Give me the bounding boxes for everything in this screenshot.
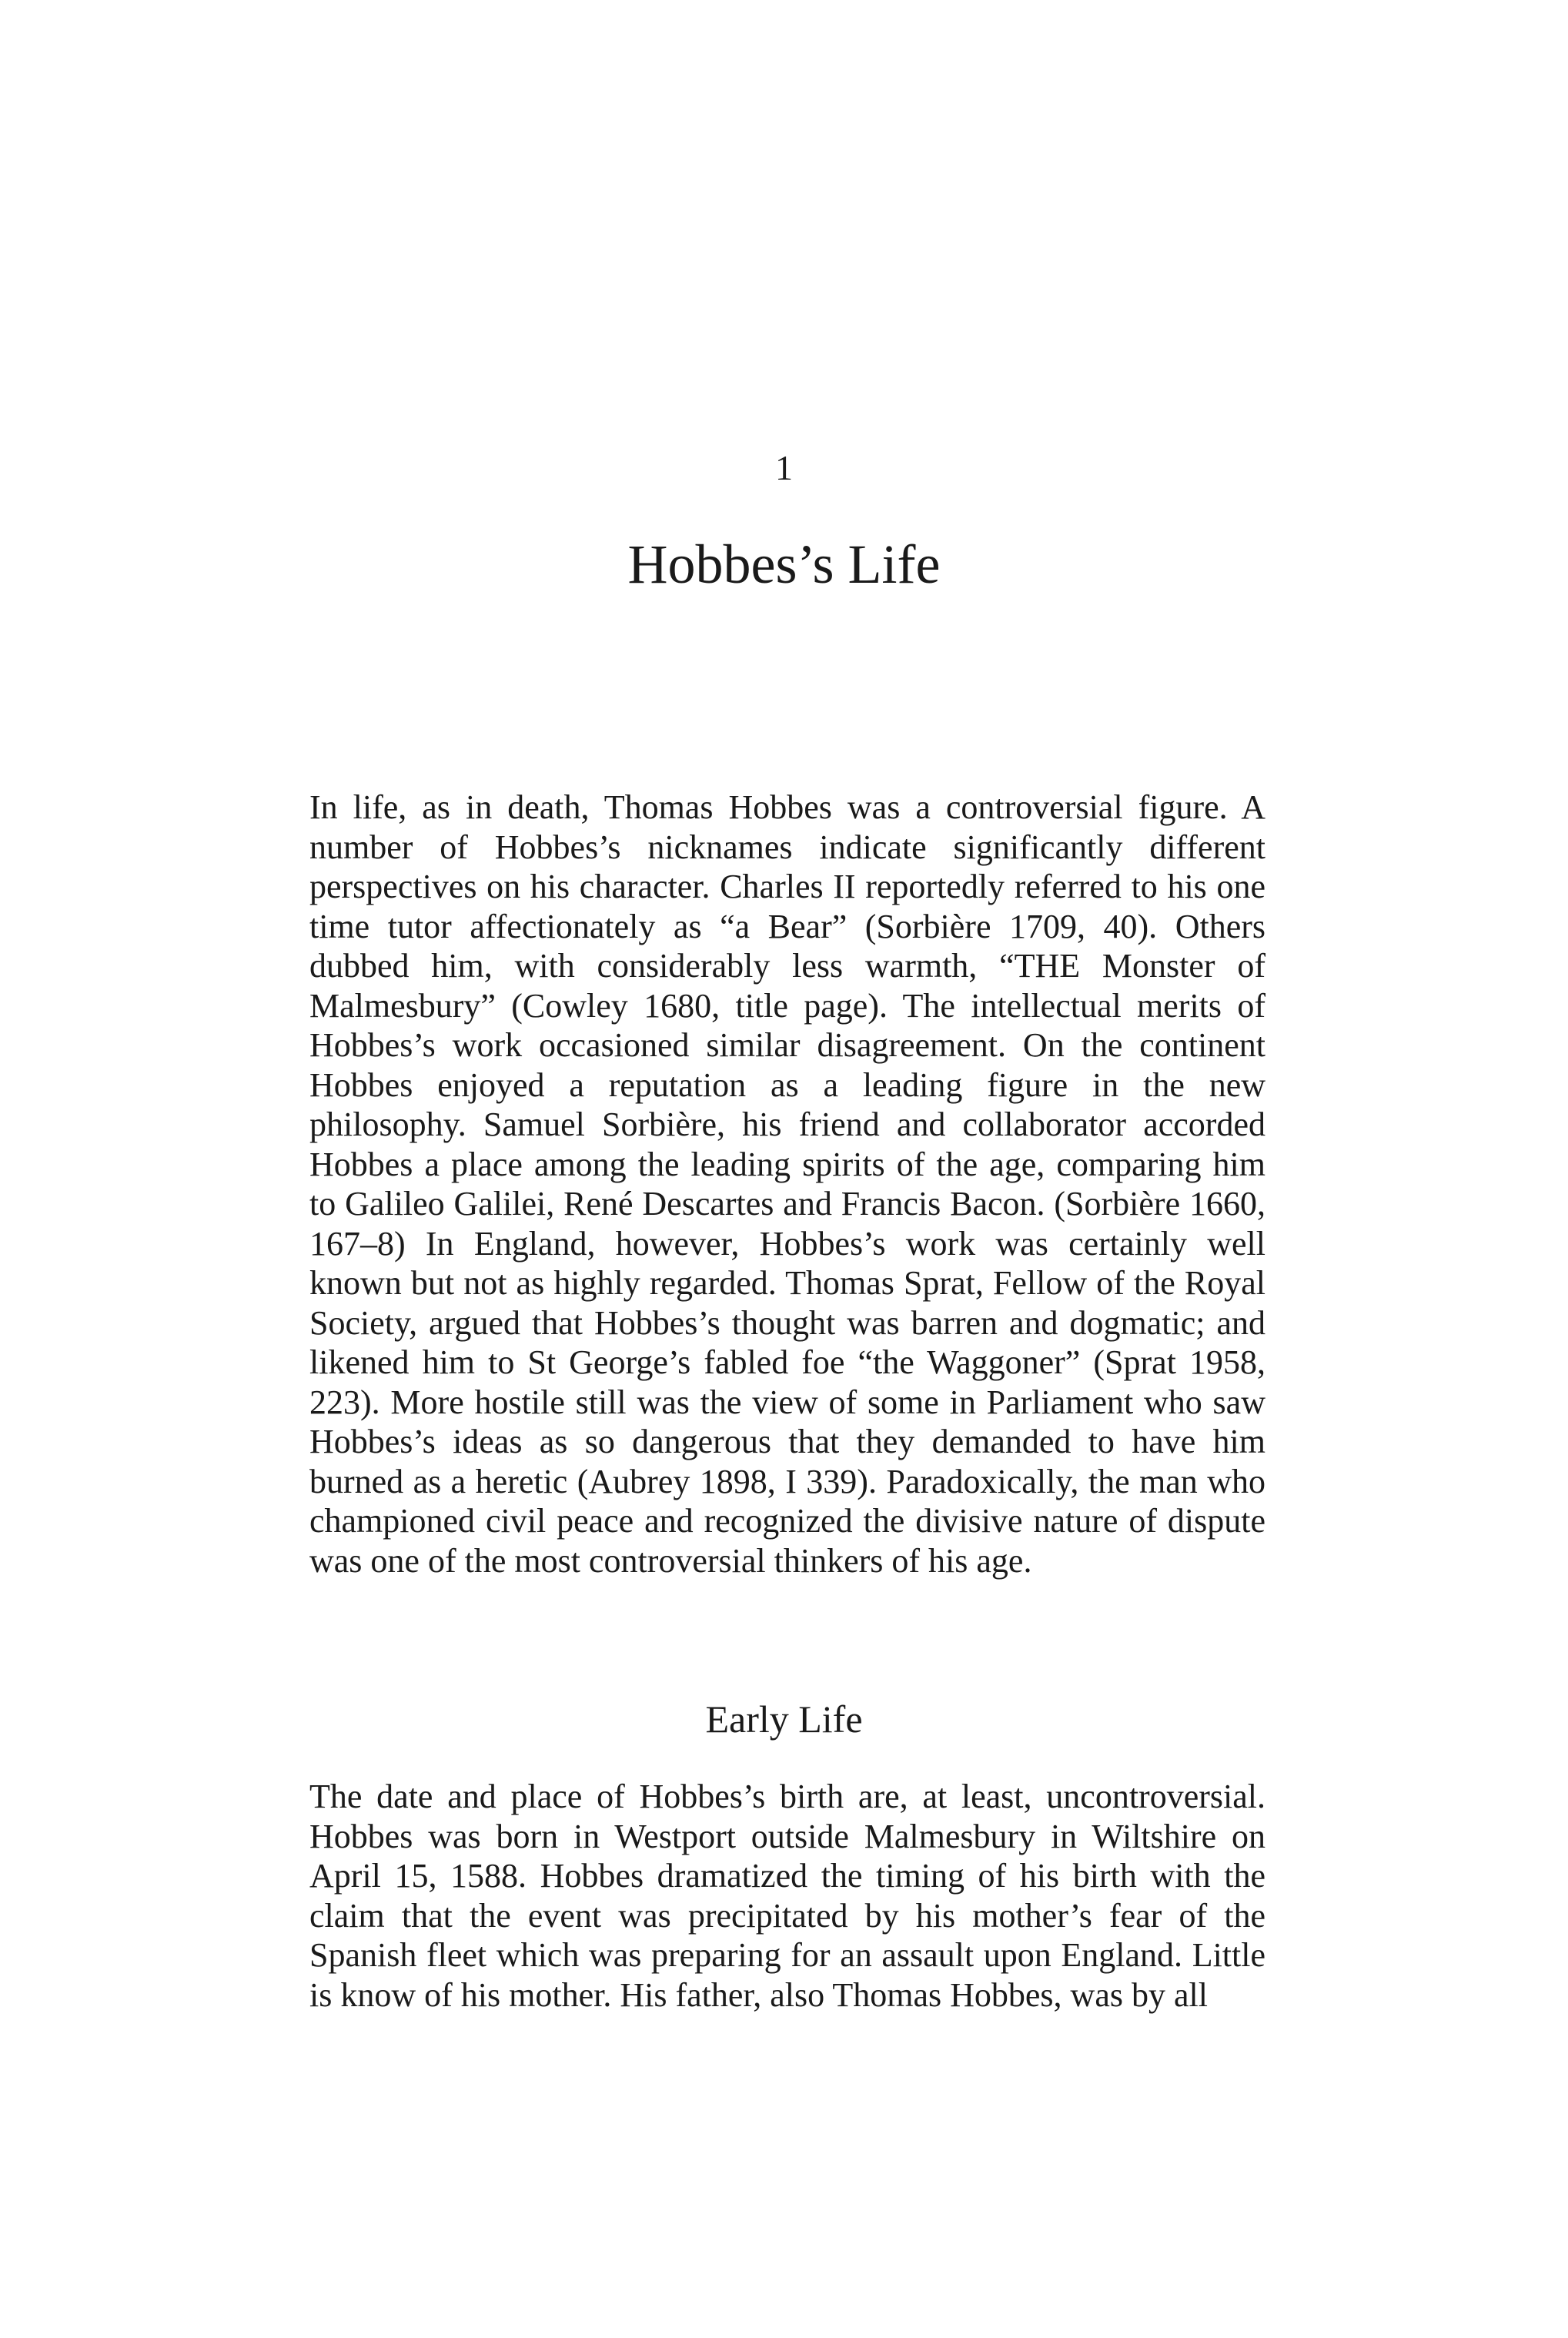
chapter-number: 1 xyxy=(775,448,793,487)
paragraph-intro: In life, as in death, Thomas Hobbes was a controversial figure. A number of Hobbes’s nicknames indicate significantly different perspectives on his character. Charles II reportedly referred to his one time tutor affectionately as “a Bear” (Sorbière 1709, 40). Others dubbed him, with considerably less warmth, “THE Monster of Malmesbury” (Cowley 1680, title page). The intellectual merits of Hobbes’s work occasioned similar disagreement. On the continent Hobbes enjoyed a reputation as a leading figure in the new philosophy. Samuel Sorbière, his friend and collaborator accorded Hobbes a place among the leading spirits of the age, comparing him to Galileo Galilei, René Descartes and Francis Bacon. (Sorbière 1660, 167–8) In England, however, Hobbes’s work was certainly well known but not as highly regarded. Thomas Sprat, Fellow of the Royal Society, argued that Hobbes’s thought was barren and dogmatic; and likened him to St George’s fabled foe “the Waggoner” (Sprat 1958, 223). More hostile still was the view of some in Parliament who saw Hobbes’s ideas as so dangerous that they demanded to have him burned as a heretic (Aubrey 1898, I 339). Paradoxically, the man who championed civil peace and recognized the divisive nature of dispute was one of the most controversial thinkers of his age. xyxy=(309,788,1265,1580)
section-heading-early-life: Early Life xyxy=(705,1697,863,1741)
chapter-title: Hobbes’s Life xyxy=(627,533,941,595)
paragraph-early-life: The date and place of Hobbes’s birth are, at least, uncontroversial. Hobbes was born in Westport outside Malmesbury in Wiltshire on April 15, 1588. Hobbes dramatized the timing of his birth with the claim that the event was precipitated by his mother’s fear of the Spanish fleet which was preparing for an assault upon England. Little is know of his mother. His father, also Thomas Hobbes, was by all xyxy=(309,1778,1265,2014)
